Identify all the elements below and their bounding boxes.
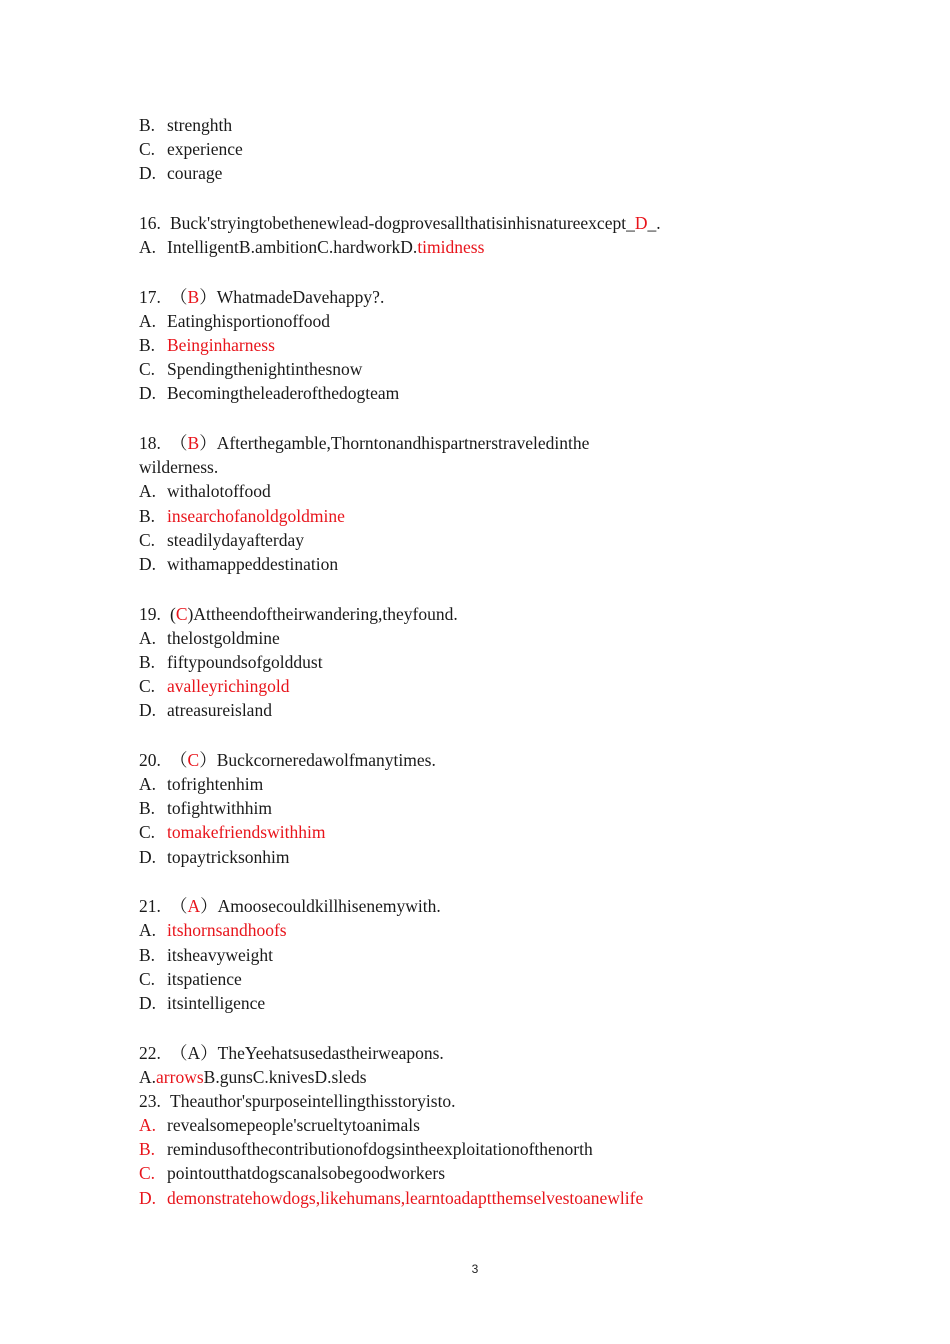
correct-option-text: insearchofanoldgoldmine bbox=[167, 505, 345, 526]
q17-stem: 17. （B）WhatmadeDavehappy?. bbox=[139, 285, 839, 309]
q19-option-d: D. atreasureisland bbox=[139, 700, 272, 721]
q17-option-d: D. Becomingtheleaderofthedogteam bbox=[139, 383, 400, 404]
correct-option-text: avalleyrichingold bbox=[167, 676, 290, 697]
option-label: C. bbox=[139, 139, 156, 160]
q15-option-c bbox=[139, 137, 839, 161]
q18-option-d: D. withamappeddestination bbox=[139, 553, 339, 574]
question-number: 21. bbox=[139, 896, 161, 917]
option-label: D. bbox=[139, 163, 157, 184]
q17-option-a: A. Eatinghisportionoffood bbox=[139, 310, 330, 331]
q20-stem: 20. （C）Buckcorneredawolfmanytimes. bbox=[139, 748, 839, 772]
option-text: IntelligentB.ambitionC.hardworkD. bbox=[167, 237, 418, 258]
question-text: TheYeehatsusedastheirweapons. bbox=[217, 1042, 444, 1063]
document-page bbox=[139, 113, 839, 1210]
q19-option-b: B. fiftypoundsofgolddust bbox=[139, 651, 323, 672]
q17-option-b: B. Beinginharness bbox=[139, 335, 275, 356]
q20-option-c: C. tomakefriendswithhim bbox=[139, 822, 326, 843]
q22-stem bbox=[139, 1041, 839, 1065]
correct-option-text: Beinginharness bbox=[167, 335, 275, 356]
q16-options bbox=[139, 235, 839, 259]
q18-option-a: A. withalotoffood bbox=[139, 481, 271, 502]
correct-option-text: itshornsandhoofs bbox=[167, 920, 287, 941]
option-text: courage bbox=[167, 163, 223, 184]
question-text: Theauthor'spurposeintellingthisstoryisto. bbox=[170, 1090, 456, 1111]
answer-mark: A bbox=[187, 896, 201, 917]
question-text-tail: _. bbox=[647, 212, 661, 233]
answer-mark: C bbox=[175, 603, 188, 624]
answer-mark: D bbox=[634, 212, 648, 233]
question-number: 22. bbox=[139, 1042, 161, 1063]
q20-option-b: B. tofightwithhim bbox=[139, 798, 272, 819]
option-text: experience bbox=[167, 139, 243, 160]
q19-option-a: A. thelostgoldmine bbox=[139, 627, 280, 648]
answer-mark: B bbox=[187, 433, 200, 454]
q18-stem-cont: wilderness. bbox=[139, 457, 219, 478]
correct-option-text: demonstratehowdogs,likehumans,learntoadaptthemselvestoanewlife bbox=[167, 1187, 644, 1208]
q16-stem bbox=[139, 211, 839, 235]
q21-option-c: C. itspatience bbox=[139, 968, 242, 989]
option-label: B. bbox=[139, 115, 156, 135]
q18-option-b: B. insearchofanoldgoldmine bbox=[139, 505, 345, 526]
question-text: Amoosecouldkillhisenemywith. bbox=[217, 896, 441, 917]
correct-option-text: tomakefriendswithhim bbox=[167, 822, 326, 843]
q18-stem: 18. （B）Afterthegamble,Thorntonandhispartnerstraveledinthe bbox=[139, 431, 839, 455]
question-text: Afterthegamble,Thorntonandhispartnerstraveledinthe bbox=[216, 433, 590, 454]
q21-option-d: D. itsintelligence bbox=[139, 992, 266, 1013]
question-text: Buck'stryingtobethenewlead-dogprovesallthatisinhisnatureexcept_ bbox=[170, 212, 635, 233]
answer-mark: （A） bbox=[170, 1042, 218, 1063]
option-text: strenghth bbox=[167, 115, 233, 135]
q22-options: A.arrowsB.gunsC.knivesD.sleds bbox=[139, 1066, 367, 1087]
q23-option-b: B. remindusofthecontributionofdogsintheexploitationofthenorth bbox=[139, 1139, 593, 1160]
question-number: 18. bbox=[139, 433, 161, 454]
answer-mark: B bbox=[187, 286, 200, 307]
question-number: 19. bbox=[139, 603, 161, 624]
correct-option-text: timidness bbox=[417, 237, 485, 258]
q23-option-c: C. pointoutthatdogscanalsobegoodworkers bbox=[139, 1163, 446, 1184]
q17-option-c: C. Spendingthenightinthesnow bbox=[139, 359, 363, 380]
page-number: 3 bbox=[471, 1262, 479, 1276]
question-text: Attheendoftheirwandering,theyfound. bbox=[193, 603, 458, 624]
q20-option-a: A. tofrightenhim bbox=[139, 774, 264, 795]
question-text: Buckcorneredawolfmanytimes. bbox=[216, 749, 436, 770]
q19-stem: 19. (C)Attheendoftheirwandering,theyfound. bbox=[139, 602, 839, 626]
question-number: 16. bbox=[139, 212, 161, 233]
question-number: 17. bbox=[139, 286, 161, 307]
q21-option-b: B. itsheavyweight bbox=[139, 944, 273, 965]
q23-option-a: A. revealsomepeople'scrueltytoanimals bbox=[139, 1115, 420, 1136]
q20-option-d: D. topaytricksonhim bbox=[139, 846, 290, 867]
q15-option-d bbox=[139, 161, 839, 185]
question-number: 23. bbox=[139, 1090, 161, 1111]
q19-option-c: C. avalleyrichingold bbox=[139, 676, 290, 697]
answer-mark: C bbox=[187, 749, 200, 770]
q18-option-c: C. steadilydayafterday bbox=[139, 529, 305, 550]
q23-stem bbox=[139, 1089, 839, 1113]
question-text: WhatmadeDavehappy?. bbox=[216, 286, 385, 307]
q23-option-d: D. demonstratehowdogs,likehumans,learntoadaptthemselvestoanewlife bbox=[139, 1187, 644, 1208]
question-number: 20. bbox=[139, 749, 161, 770]
correct-option-text: arrows bbox=[156, 1066, 204, 1087]
q21-stem: 21. （A）Amoosecouldkillhisenemywith. bbox=[139, 894, 839, 918]
q15-option-b bbox=[139, 113, 839, 137]
option-label: A. bbox=[139, 237, 157, 258]
q21-option-a: A. itshornsandhoofs bbox=[139, 920, 287, 941]
